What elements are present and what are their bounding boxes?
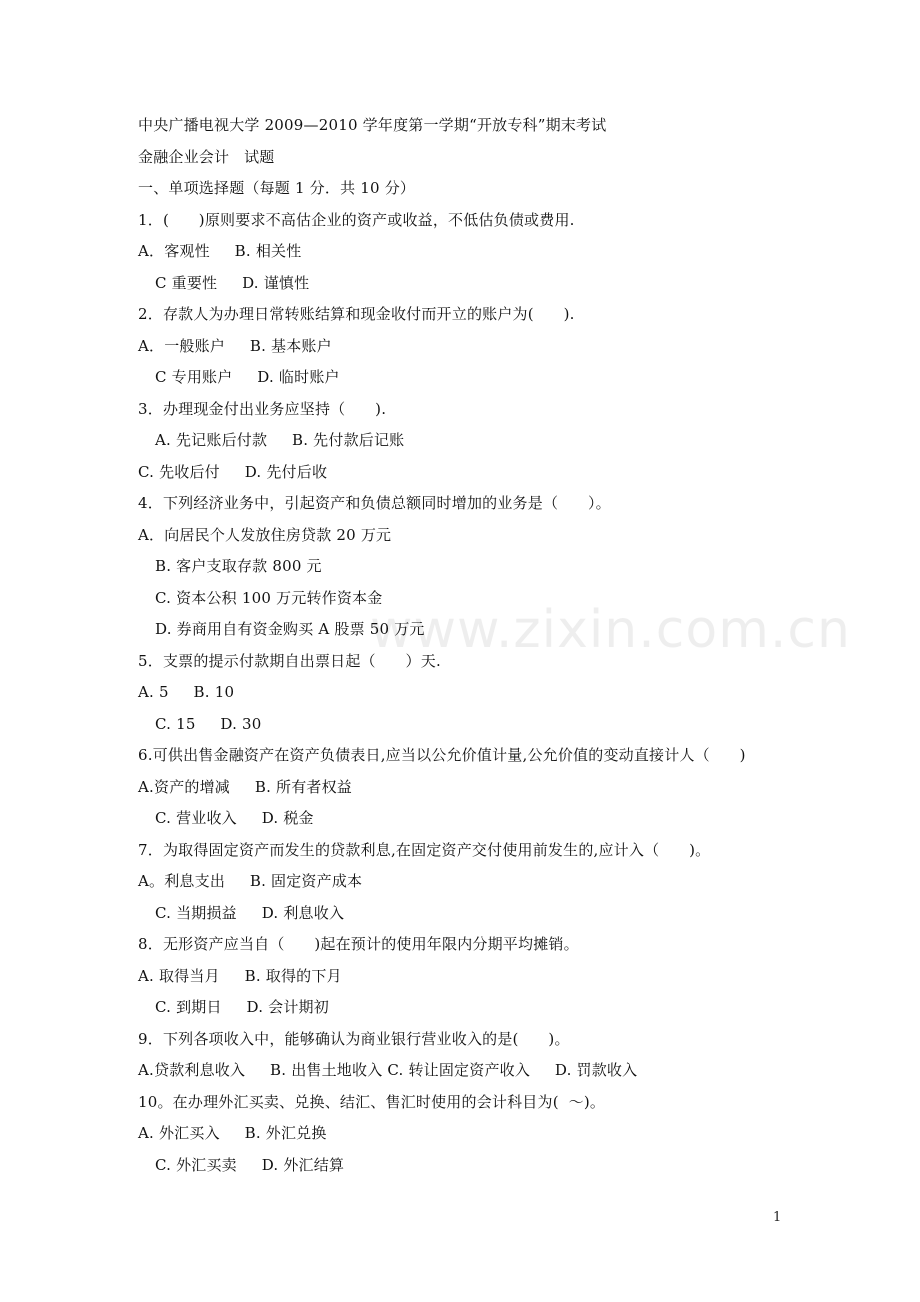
- question-line: A．向居民个人发放住房贷款 20 万元: [138, 525, 392, 544]
- question-line: 5．支票的提示付款期自出票日起（ ）天.: [138, 651, 441, 670]
- question-line: A.贷款利息收入 B. 出售土地收入 C. 转让固定资产收入 D. 罚款收入: [138, 1061, 638, 1079]
- question-line: C 重要性 D. 谨慎性: [155, 273, 310, 292]
- question-line: 7．为取得固定资产而发生的贷款利息,在固定资产交付使用前发生的,应计入（ )。: [138, 840, 711, 859]
- question-line: 9．下列各项收入中，能够确认为商业银行营业收入的是( )。: [138, 1029, 570, 1048]
- question-line: A．一般账户 B. 基本账户: [138, 336, 332, 355]
- question-line: 6.可供出售金融资产在资产负债表日,应当以公允价值计量,公允价值的变动直接计人（ ): [138, 746, 746, 764]
- question-line: A.资产的增减 B. 所有者权益: [138, 777, 353, 796]
- exam-subtitle: 金融企业会计 试题: [138, 147, 275, 166]
- question-line: 10。在办理外汇买卖、兑换、结汇、售汇时使用的会计科目为( ～)。: [138, 1092, 606, 1111]
- question-list: [138, 205, 838, 1182]
- watermark: www.zixin.com.cn: [370, 600, 851, 660]
- exam-title: 中央广播电视大学 2009—2010 学年度第一学期“开放专科”期末考试: [138, 116, 607, 134]
- question-line: B. 客户支取存款 800 元: [155, 557, 322, 575]
- question-line: 1．( )原则要求不高估企业的资产或收益，不低估负债或费用.: [138, 210, 575, 229]
- question-line: A. 5 B. 10: [138, 683, 235, 701]
- question-line: C. 当期损益 D. 利息收入: [155, 903, 345, 922]
- question-line: A. 外汇买入 B. 外汇兑换: [138, 1124, 327, 1142]
- question-line: C 专用账户 D. 临时账户: [155, 368, 340, 386]
- question-line: C. 外汇买卖 D. 外汇结算: [155, 1155, 345, 1174]
- question-line: 2．存款人为办理日常转账结算和现金收付而开立的账户为( ).: [138, 305, 575, 323]
- section-heading: 一、单项选择题（每题 1 分．共 10 分）: [138, 179, 416, 197]
- question-line: C. 15 D. 30: [155, 714, 262, 733]
- question-line: A. 先记账后付款 B. 先付款后记账: [155, 431, 405, 449]
- question-line: A。利息支出 B. 固定资产成本: [138, 872, 363, 890]
- question-line: A．客观性 B. 相关性: [138, 242, 302, 260]
- document-body: [138, 110, 838, 1181]
- question-line: C. 资本公积 100 万元转作资本金: [155, 588, 383, 607]
- page-number: 1: [773, 1210, 782, 1225]
- question-line: D. 券商用自有资金购买 A 股票 50 万元: [155, 620, 425, 638]
- question-line: 8．无形资产应当自（ )起在预计的使用年限内分期平均摊销。: [138, 935, 579, 953]
- question-line: C. 先收后付 D. 先付后收: [138, 462, 328, 481]
- question-line: 3．办理现金付出业务应坚持（ ).: [138, 399, 387, 418]
- question-line: 4．下列经济业务中，引起资产和负债总额同时增加的业务是（ ）。: [138, 494, 611, 512]
- question-line: C. 到期日 D. 会计期初: [155, 998, 329, 1016]
- question-line: C. 营业收入 D. 税金: [155, 809, 314, 827]
- question-line: A. 取得当月 B. 取得的下月: [138, 966, 342, 985]
